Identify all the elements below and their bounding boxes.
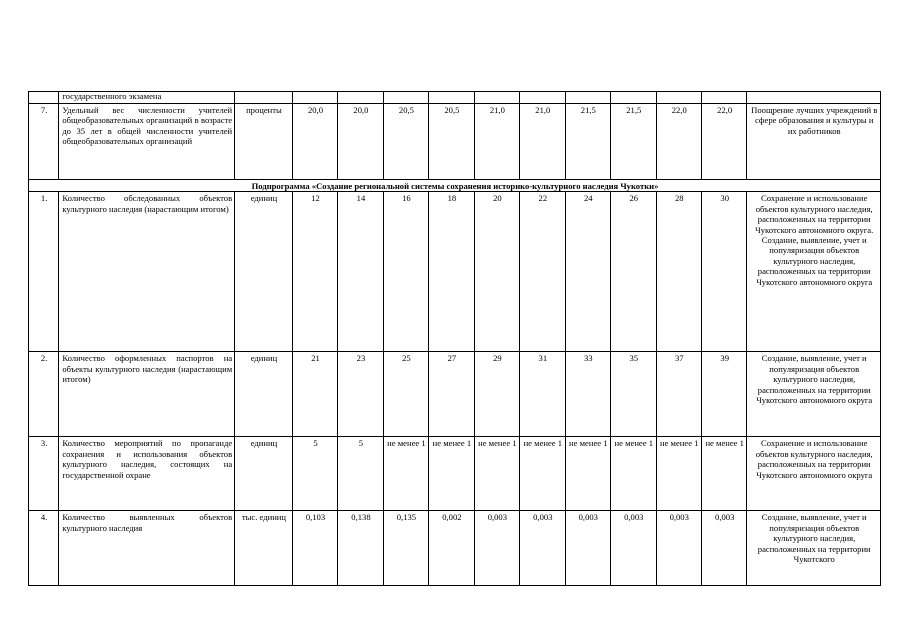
value-cell: 0,003 [520, 511, 565, 586]
value-cell: 22,0 [701, 104, 746, 180]
note-cell: Создание, выявление, учет и популяризация объектов культурного наследия, расположенных на территории Чукотского [747, 511, 881, 586]
value-cell: 20,5 [429, 104, 474, 180]
row-number-cell [29, 92, 59, 104]
table-row [29, 192, 881, 352]
value-cell: не менее 1 [383, 437, 428, 511]
value-cell: 35 [611, 352, 656, 437]
value-cell: не менее 1 [474, 437, 519, 511]
indicator-name: Количество выявленных объектов культурного наследия [59, 511, 235, 586]
row-number: 1. [29, 192, 59, 352]
subprogram-header-row [29, 180, 881, 192]
value-cell: не менее 1 [656, 437, 701, 511]
value-cell: 37 [656, 352, 701, 437]
indicator-name: государственного экзамена [59, 92, 235, 104]
table-row [29, 437, 881, 511]
value-cell: 0,002 [429, 511, 474, 586]
note-cell: Создание, выявление, учет и популяризация объектов культурного наследия, расположенных на территории Чукотского автономного округа [747, 352, 881, 437]
value-cell: 25 [383, 352, 428, 437]
value-cell: 23 [338, 352, 383, 437]
row-number: 4. [29, 511, 59, 586]
indicators-table [28, 91, 881, 586]
table-row-continuation [29, 92, 881, 104]
value-cell: 21 [292, 352, 337, 437]
table-row [29, 352, 881, 437]
unit-cell: единиц [235, 352, 293, 437]
value-cell: 0,003 [611, 511, 656, 586]
value-cell: 12 [292, 192, 337, 352]
row-number: 3. [29, 437, 59, 511]
value-cell: не менее 1 [701, 437, 746, 511]
unit-cell: единиц [235, 437, 293, 511]
value-cell: 0,003 [474, 511, 519, 586]
unit-cell: проценты [235, 104, 293, 180]
table-row [29, 511, 881, 586]
subprogram-title: Подпрограмма «Создание региональной системы сохранения историко-культурного наследия Чукотки» [29, 180, 881, 192]
indicator-name: Количество оформленных паспортов на объекты культурного наследия (нарастающим итогом) [59, 352, 235, 437]
value-cell: 26 [611, 192, 656, 352]
value-cell: 14 [338, 192, 383, 352]
value-cell: 22,0 [656, 104, 701, 180]
value-cell: 5 [338, 437, 383, 511]
unit-cell: тыс. единиц [235, 511, 293, 586]
value-cell: не менее 1 [565, 437, 610, 511]
note-cell: Сохранение и использование объектов культурного наследия, расположенных на территории Чукотского автономного округа [747, 437, 881, 511]
value-cell: 20 [474, 192, 519, 352]
value-cell: не менее 1 [611, 437, 656, 511]
value-cell: 16 [383, 192, 428, 352]
value-cell: 0,103 [292, 511, 337, 586]
value-cell: 27 [429, 352, 474, 437]
value-cell: 28 [656, 192, 701, 352]
indicator-name: Количество обследованных объектов культурного наследия (нарастающим итогом) [59, 192, 235, 352]
value-cell: 18 [429, 192, 474, 352]
value-cell: 29 [474, 352, 519, 437]
note-cell: Сохранение и использование объектов культурного наследия, расположенных на территории Чукотского автономного округа. Создание, выявление, учет и популяризация объектов культурного наследия, расположенных на территории Чукотского автономного округа [747, 192, 881, 352]
value-cell: 0,138 [338, 511, 383, 586]
value-cell: 20,0 [292, 104, 337, 180]
value-cell: 30 [701, 192, 746, 352]
value-cell: 21,0 [520, 104, 565, 180]
value-cell: не менее 1 [520, 437, 565, 511]
value-cell: 20,5 [383, 104, 428, 180]
value-cell: 33 [565, 352, 610, 437]
value-cell: 21,0 [474, 104, 519, 180]
indicator-name: Количество мероприятий по пропаганде сохранения и использования объектов культурного наследия, состоящих на государственной охране [59, 437, 235, 511]
value-cell: 5 [292, 437, 337, 511]
value-cell: 0,003 [701, 511, 746, 586]
value-cell: 31 [520, 352, 565, 437]
unit-cell: единиц [235, 192, 293, 352]
value-cell: 21,5 [611, 104, 656, 180]
value-cell: 20,0 [338, 104, 383, 180]
value-cell: 0,003 [656, 511, 701, 586]
row-number: 2. [29, 352, 59, 437]
value-cell: 22 [520, 192, 565, 352]
value-cell: не менее 1 [429, 437, 474, 511]
indicator-name: Удельный вес численности учителей общеобразовательных организаций в возрасте до 35 лет в общей численности учителей общеобразовательных организаций [59, 104, 235, 180]
note-cell: Поощрение лучших учреждений в сфере образования и культуры и их работников [747, 104, 881, 180]
value-cell: 21,5 [565, 104, 610, 180]
value-cell: 0,135 [383, 511, 428, 586]
row-number: 7. [29, 104, 59, 180]
value-cell: 24 [565, 192, 610, 352]
value-cell: 39 [701, 352, 746, 437]
value-cell: 0,003 [565, 511, 610, 586]
table-row [29, 104, 881, 180]
